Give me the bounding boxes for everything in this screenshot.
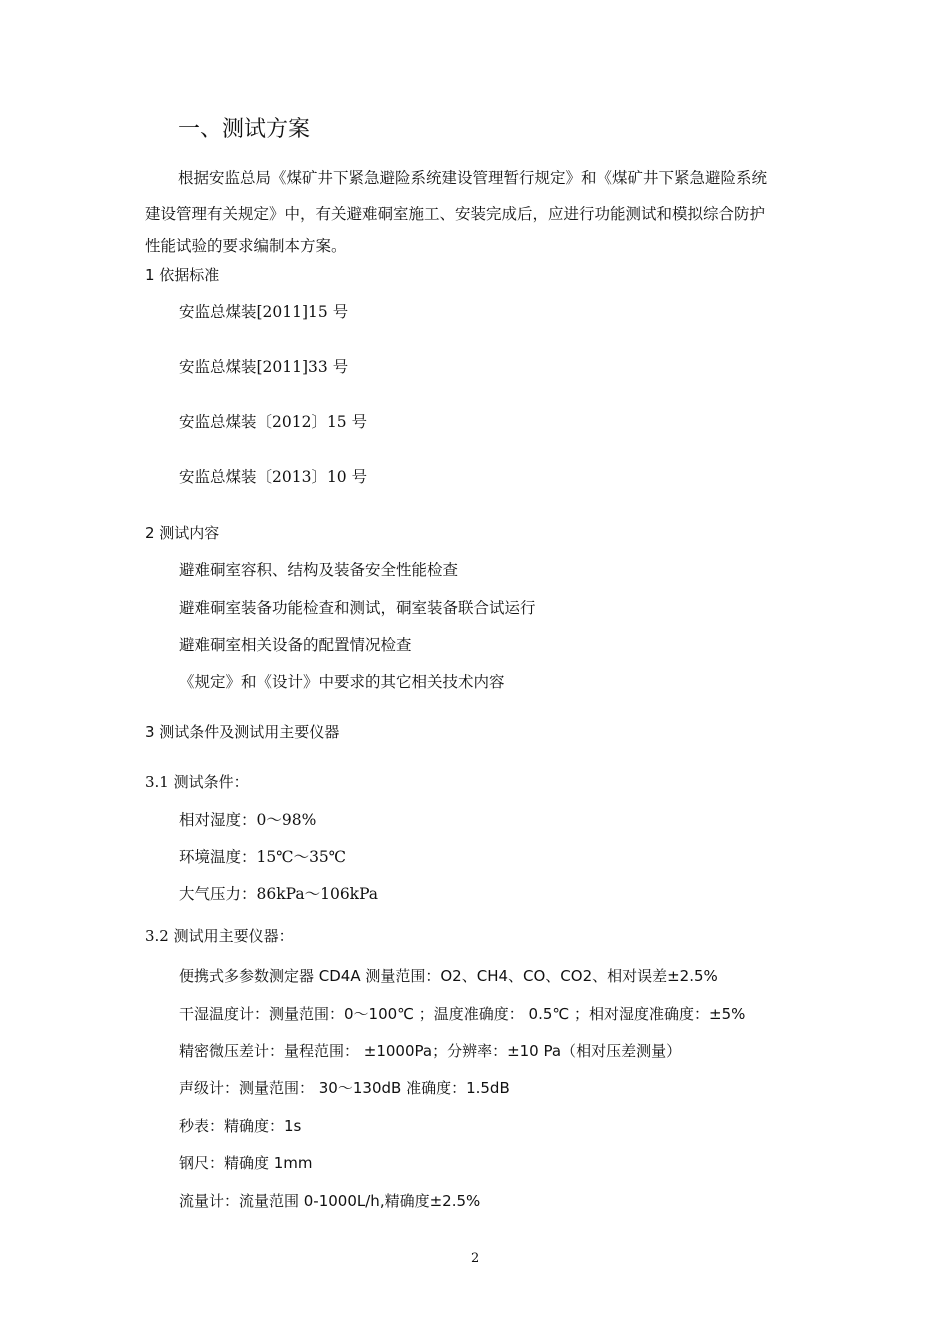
instrument-item: 声级计：测量范围： 30～130dB 准确度：1.5dB bbox=[179, 1079, 510, 1097]
condition-item: 相对湿度：0～98% bbox=[179, 811, 317, 829]
section-2-title: 2 测试内容 bbox=[145, 524, 220, 542]
standard-item: 安监总煤装[2011]15 号 bbox=[179, 303, 349, 321]
instrument-item: 钢尺：精确度 1mm bbox=[179, 1154, 313, 1172]
intro-line-2: 建设管理有关规定》中，有关避难硐室施工、安装完成后，应进行功能测试和模拟综合防护 bbox=[145, 205, 766, 223]
content-item: 《规定》和《设计》中要求的其它相关技术内容 bbox=[179, 673, 505, 691]
instrument-item: 流量计：流量范围 0-1000L/h,精确度±2.5% bbox=[179, 1192, 481, 1210]
subsection-3-2-title: 3.2 测试用主要仪器： bbox=[145, 927, 294, 945]
standard-item: 安监总煤装〔2013〕10 号 bbox=[179, 468, 368, 486]
subsection-3-1-title: 3.1 测试条件： bbox=[145, 773, 249, 791]
standard-item: 安监总煤装[2011]33 号 bbox=[179, 358, 349, 376]
section-1-title: 1 依据标准 bbox=[145, 266, 220, 284]
instrument-item: 精密微压差计：量程范围： ±1000Pa；分辨率：±10 Pa（相对压差测量） bbox=[179, 1042, 682, 1060]
content-item: 避难硐室容积、结构及装备安全性能检查 bbox=[179, 561, 459, 579]
page-heading: 一、测试方案 bbox=[178, 117, 311, 142]
intro-line-3: 性能试验的要求编制本方案。 bbox=[145, 237, 347, 255]
instrument-item: 秒表：精确度：1s bbox=[179, 1117, 302, 1135]
condition-item: 环境温度：15℃～35℃ bbox=[179, 848, 347, 866]
intro-line-1: 根据安监总局《煤矿井下紧急避险系统建设管理暂行规定》和《煤矿井下紧急避险系统 bbox=[178, 169, 768, 187]
condition-item: 大气压力：86kPa～106kPa bbox=[179, 885, 379, 903]
standard-item: 安监总煤装〔2012〕15 号 bbox=[179, 413, 368, 431]
content-item: 避难硐室装备功能检查和测试，硐室装备联合试运行 bbox=[179, 599, 536, 617]
page-number: 2 bbox=[471, 1251, 480, 1266]
content-item: 避难硐室相关设备的配置情况检查 bbox=[179, 636, 412, 654]
section-3-title: 3 测试条件及测试用主要仪器 bbox=[145, 723, 340, 741]
instrument-item: 便携式多参数测定器 CD4A 测量范围：O2、CH4、CO、CO2、相对误差±2.5% bbox=[179, 967, 718, 985]
instrument-item: 干湿温度计：测量范围：0～100℃ ；温度准确度： 0.5℃ ；相对湿度准确度：±5% bbox=[179, 1005, 746, 1023]
